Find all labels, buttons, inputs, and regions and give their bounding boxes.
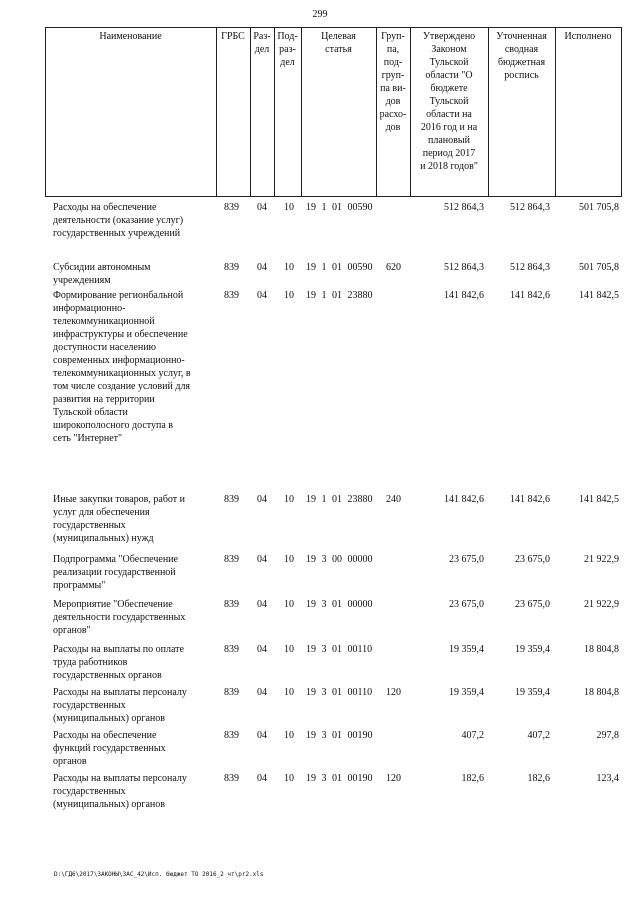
- col-header-podrazdel: Под- раз- дел: [277, 31, 298, 68]
- row-utochnennaya: 512 864,3: [510, 262, 550, 273]
- footer-file-path: D:\ГД6\2017\ЗАКОНЫ\ЗАС_42\Исп. бюджет ТО 2016_2 чт\pr2.xls: [54, 871, 264, 878]
- row-celevaya-statya: 19 1 01 00590: [306, 262, 373, 273]
- row-razdel: 04: [257, 554, 267, 565]
- row-ispolneno: 21 922,9: [584, 554, 619, 565]
- row-utverzhdeno: 19 359,4: [449, 687, 484, 698]
- row-ispolneno: 21 922,9: [584, 599, 619, 610]
- row-podrazdel: 10: [284, 773, 294, 784]
- row-ispolneno: 18 804,8: [584, 687, 619, 698]
- row-utochnennaya: 407,2: [527, 730, 550, 741]
- row-razdel: 04: [257, 773, 267, 784]
- row-razdel: 04: [257, 687, 267, 698]
- row-celevaya-statya: 19 1 01 23880: [306, 494, 373, 505]
- row-name: Расходы на выплаты по оплате труда работников государственных органов: [53, 644, 184, 681]
- row-utverzhdeno: 182,6: [461, 773, 484, 784]
- row-name: Иные закупки товаров, работ и услуг для обеспечения государственных (муниципальных) нужд: [53, 494, 186, 544]
- row-grbs: 839: [224, 599, 239, 610]
- col-header-vid-rashodov: Груп- па, под- груп- па ви- дов расхо- дов: [379, 31, 407, 133]
- row-podrazdel: 10: [284, 554, 294, 565]
- row-utverzhdeno: 407,2: [461, 730, 484, 741]
- row-podrazdel: 10: [284, 730, 294, 741]
- row-utochnennaya: 141 842,6: [510, 290, 550, 301]
- row-ispolneno: 141 842,5: [579, 494, 619, 505]
- row-vid-rashodov: 120: [386, 687, 401, 698]
- row-utochnennaya: 182,6: [527, 773, 550, 784]
- row-podrazdel: 10: [284, 290, 294, 301]
- row-grbs: 839: [224, 290, 239, 301]
- row-grbs: 839: [224, 687, 239, 698]
- row-ispolneno: 123,4: [596, 773, 619, 784]
- row-podrazdel: 10: [284, 687, 294, 698]
- row-utochnennaya: 23 675,0: [515, 599, 550, 610]
- row-ispolneno: 501 705,8: [579, 262, 619, 273]
- col-header-utochnennaya: Уточненная сводная бюджетная роспись: [496, 31, 547, 81]
- row-razdel: 04: [257, 290, 267, 301]
- row-celevaya-statya: 19 3 01 00110: [306, 687, 373, 698]
- col-header-utverzhdeno: Утверждено Законом Тульской области "О бюджете Тульской области на 2016 год и на плановый период 2017 и 2018 годов": [420, 31, 478, 172]
- row-vid-rashodov: 240: [386, 494, 401, 505]
- row-name: Расходы на выплаты персоналу государственных (муниципальных) органов: [53, 687, 187, 724]
- row-name: Расходы на обеспечение функций государственных органов: [53, 730, 166, 767]
- row-grbs: 839: [224, 202, 239, 213]
- row-utochnennaya: 512 864,3: [510, 202, 550, 213]
- col-header-name: Наименование: [99, 31, 162, 42]
- row-celevaya-statya: 19 3 01 00190: [306, 773, 373, 784]
- col-header-celevaya-statya: Целевая статья: [321, 31, 356, 55]
- col-header-grbs: ГРБС: [221, 31, 245, 42]
- row-razdel: 04: [257, 730, 267, 741]
- row-name: Подпрограмма "Обеспечение реализации государственной программы": [53, 554, 178, 591]
- row-utochnennaya: 23 675,0: [515, 554, 550, 565]
- row-podrazdel: 10: [284, 644, 294, 655]
- row-vid-rashodov: 120: [386, 773, 401, 784]
- col-header-razdel: Раз- дел: [253, 31, 271, 55]
- row-celevaya-statya: 19 1 01 23880: [306, 290, 373, 301]
- row-vid-rashodov: 620: [386, 262, 401, 273]
- row-ispolneno: 141 842,5: [579, 290, 619, 301]
- row-podrazdel: 10: [284, 494, 294, 505]
- row-celevaya-statya: 19 3 01 00190: [306, 730, 373, 741]
- row-name: Расходы на обеспечение деятельности (оказание услуг) государственных учреждений: [53, 202, 184, 239]
- row-utverzhdeno: 512 864,3: [444, 262, 484, 273]
- row-celevaya-statya: 19 3 01 00000: [306, 599, 373, 610]
- row-razdel: 04: [257, 262, 267, 273]
- row-utverzhdeno: 23 675,0: [449, 599, 484, 610]
- row-utverzhdeno: 19 359,4: [449, 644, 484, 655]
- row-name: Мероприятие "Обеспечение деятельности государственных органов": [53, 599, 186, 636]
- row-podrazdel: 10: [284, 262, 294, 273]
- row-ispolneno: 501 705,8: [579, 202, 619, 213]
- row-celevaya-statya: 19 1 01 00590: [306, 202, 373, 213]
- row-utverzhdeno: 141 842,6: [444, 494, 484, 505]
- row-ispolneno: 18 804,8: [584, 644, 619, 655]
- row-razdel: 04: [257, 202, 267, 213]
- row-podrazdel: 10: [284, 599, 294, 610]
- page-number: 299: [312, 9, 328, 20]
- row-grbs: 839: [224, 554, 239, 565]
- row-celevaya-statya: 19 3 00 00000: [306, 554, 373, 565]
- row-utverzhdeno: 141 842,6: [444, 290, 484, 301]
- row-utochnennaya: 19 359,4: [515, 687, 550, 698]
- row-podrazdel: 10: [284, 202, 294, 213]
- row-razdel: 04: [257, 494, 267, 505]
- row-razdel: 04: [257, 644, 267, 655]
- row-utverzhdeno: 23 675,0: [449, 554, 484, 565]
- row-utverzhdeno: 512 864,3: [444, 202, 484, 213]
- row-grbs: 839: [224, 730, 239, 741]
- table-header: [45, 27, 622, 197]
- row-name: Формирование регионбальной информационно- телекоммуникационной инфраструктуры и обеспечение доступности населению современных информационно- телекоммуникационных услуг, в том числе создание условий для развития на территории Тульской области широкополосного доступа в сеть "Интернет": [53, 290, 191, 444]
- row-grbs: 839: [224, 494, 239, 505]
- row-utochnennaya: 141 842,6: [510, 494, 550, 505]
- row-name: Субсидии автономным учреждениям: [53, 262, 151, 286]
- row-razdel: 04: [257, 599, 267, 610]
- row-grbs: 839: [224, 644, 239, 655]
- col-header-ispolneno: Исполнено: [564, 31, 612, 42]
- row-celevaya-statya: 19 3 01 00110: [306, 644, 373, 655]
- row-utochnennaya: 19 359,4: [515, 644, 550, 655]
- row-grbs: 839: [224, 773, 239, 784]
- row-name: Расходы на выплаты персоналу государственных (муниципальных) органов: [53, 773, 187, 810]
- row-grbs: 839: [224, 262, 239, 273]
- row-ispolneno: 297,8: [596, 730, 619, 741]
